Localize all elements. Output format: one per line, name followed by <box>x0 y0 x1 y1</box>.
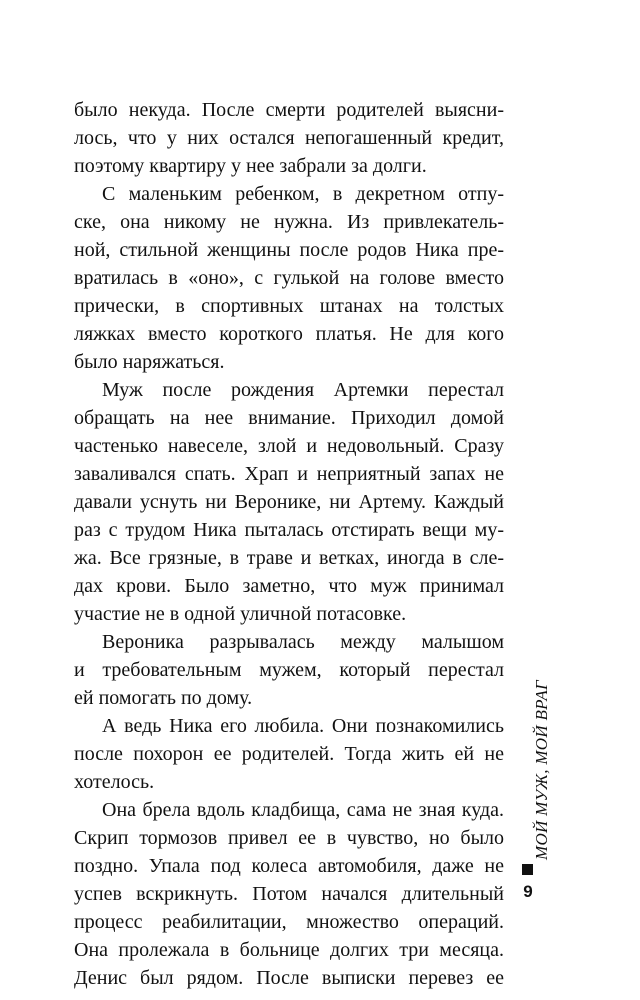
paragraph <box>74 96 504 180</box>
text-line: и требовательным мужем, который перестал <box>74 659 504 681</box>
text-line: после похорон ее родителей. Тогда жить ей не <box>74 743 504 765</box>
paragraph <box>74 180 504 376</box>
text-line: ске, она никому не нужна. Из привлекатель- <box>74 211 504 233</box>
text-line: ей помогать по дому. <box>74 687 253 709</box>
text-line: Вероника разрывалась между малышом <box>102 631 504 653</box>
text-line: поэтому квартиру у нее забрали за долги. <box>74 155 427 177</box>
text-line: участие не в одной уличной потасовке. <box>74 603 407 625</box>
text-line: прически, в спортивных штанах на толстых <box>74 295 504 317</box>
square-marker-icon <box>522 864 533 875</box>
text-line: вратилась в «оно», с гулькой на голове вместо <box>74 267 504 289</box>
paragraph <box>74 796 504 992</box>
text-line: жа. Все грязные, в траве и ветках, иногда в сле- <box>74 547 504 569</box>
text-line: дах крови. Было заметно, что муж принимал <box>74 575 504 597</box>
text-line: хотелось. <box>74 771 155 793</box>
text-line: ной, стильной женщины после родов Ника пре- <box>74 239 504 261</box>
text-line: процесс реабилитации, множество операций. <box>74 911 504 933</box>
text-line: заваливался спать. Храп и неприятный запах не <box>74 463 504 485</box>
text-line: ляжках вместо короткого платья. Не для кого <box>74 323 504 345</box>
text-line: обращать на нее внимание. Приходил домой <box>74 407 504 429</box>
text-line: Она пролежала в больнице долгих три месяца. <box>74 939 504 961</box>
text-line: поздно. Упала под колеса автомобиля, даже не <box>74 855 504 877</box>
text-line: Она брела вдоль кладбища, сама не зная куда. <box>102 799 504 821</box>
text-line: раз с трудом Ника пыталась отстирать вещи му- <box>74 519 504 541</box>
paragraph <box>74 712 504 796</box>
text-line: Муж после рождения Артемки перестал <box>102 379 504 401</box>
text-line: было некуда. После смерти родителей выясни- <box>74 99 504 121</box>
text-line: частенько навеселе, злой и недовольный. Сразу <box>74 435 504 457</box>
paragraph <box>74 376 504 628</box>
paragraph <box>74 628 504 712</box>
text-line: успев вскрикнуть. Потом начался длительный <box>74 883 504 905</box>
text-line: Скрип тормозов привел ее в чувство, но было <box>74 827 504 849</box>
text-line: Денис был рядом. После выписки перевез ее <box>74 967 504 989</box>
page-number: 9 <box>523 882 533 901</box>
body-text <box>74 96 504 992</box>
running-head: МОЙ МУЖ, МОЙ ВРАГ <box>532 679 551 860</box>
text-line: лось, что у них остался непогашенный кредит, <box>74 127 504 149</box>
text-line: С маленьким ребенком, в декретном отпу- <box>102 183 504 205</box>
text-line: было наряжаться. <box>74 351 225 373</box>
text-line: давали уснуть ни Веронике, ни Артему. Каждый <box>74 491 504 513</box>
text-line: А ведь Ника его любила. Они познакомились <box>102 715 504 737</box>
